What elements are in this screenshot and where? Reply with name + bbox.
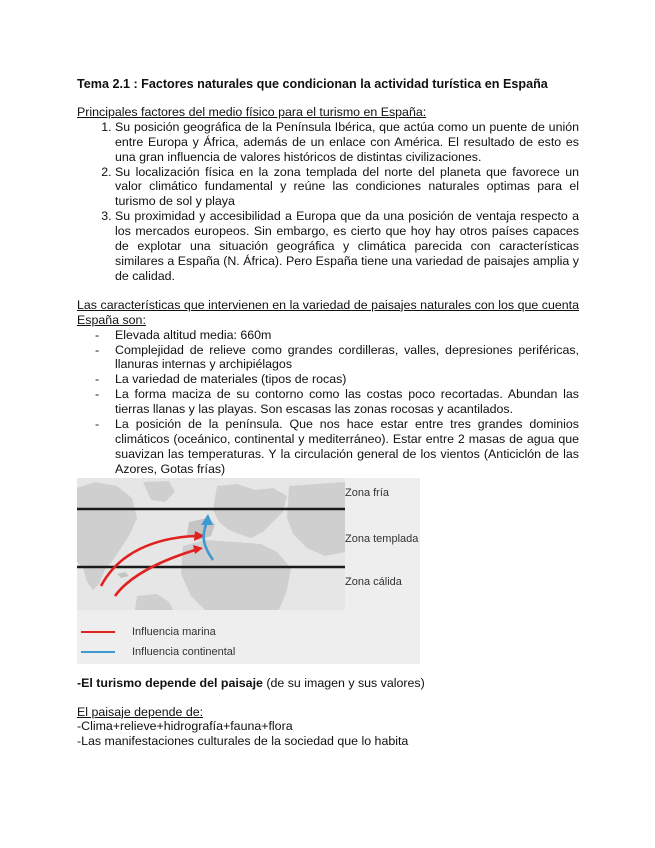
list-item: - La posición de la península. Que nos hace estar entre tres grandes dominios climáticos (oceánico, continental y mediterráneo). Estar entre 2 masas de agua que suavizan las temperaturas. Y la circulación general de los vientos (Anticiclón de las Azores, Gotas frías) [115, 417, 579, 477]
section4-heading: El paisaje depende de: [77, 704, 204, 719]
tourism-depends-bold: -El turismo depende del paisaje [77, 675, 263, 690]
legend-swatch [81, 651, 115, 653]
list-item: 3. Su proximidad y accesibilidad a Europa que da una posición de ventaja respecto a los mercados europeos. Sin embargo, es cierto que hoy hay otros países capaces de explotar una situación geográfica y climática parecida con características similares a España (N. África). Pero España tiene una variedad de paisajes amplia y de calidad. [115, 209, 579, 284]
document-page [77, 77, 579, 749]
landscape-characteristics-list [77, 328, 579, 477]
section1-heading: Principales factores del medio físico para el turismo en España: [77, 104, 427, 119]
legend-swatch [81, 631, 115, 633]
tourism-depends-line [77, 676, 579, 691]
list-item: 1. Su posición geográfica de la Península Ibérica, que actúa como un puente de unión entre Europa y África, además de un enlace con América. El resultado de esto es una gran influencia de valores históricos de distintas civilizaciones. [115, 120, 579, 165]
legend-label: Influencia continental [132, 645, 236, 658]
list-item: 2. Su localización física en la zona templada del norte del planeta que favorece un valor climático fundamental y reúne las condiciones naturales optimas para el turismo de sol y playa [115, 165, 579, 210]
section2-heading: Las características que intervienen en la variedad de paisajes naturales con los que cuenta España son: [77, 297, 579, 327]
tourism-depends-rest: (de su imagen y sus valores) [262, 675, 425, 690]
climate-zones-figure [77, 478, 420, 664]
world-map [77, 478, 345, 610]
list-item: - La forma maciza de su contorno como las costas poco recortadas. Abundan las tierras llanas y las playas. Son escasas las zonas rocosas y acantilados. [115, 387, 579, 417]
zone-label-temperate: Zona templada [345, 532, 419, 545]
zone-label-warm: Zona cálida [345, 575, 402, 588]
dependency-line: -Clima+relieve+hidrografía+fauna+flora [77, 719, 293, 734]
dependency-line: -Las manifestaciones culturales de la sociedad que lo habita [77, 734, 409, 749]
list-item: - Elevada altitud media: 660m [115, 328, 579, 343]
zone-label-cold: Zona fría [345, 486, 390, 499]
list-item: - La variedad de materiales (tipos de rocas) [115, 372, 579, 387]
list-item: - Complejidad de relieve como grandes cordilleras, valles, depresiones periféricas, llanuras internas y archipiélagos [115, 343, 579, 373]
legend-label: Influencia marina [132, 625, 216, 638]
page-title: Tema 2.1 : Factores naturales que condicionan la actividad turística en España [77, 77, 548, 91]
geographic-factors-list [77, 120, 579, 284]
